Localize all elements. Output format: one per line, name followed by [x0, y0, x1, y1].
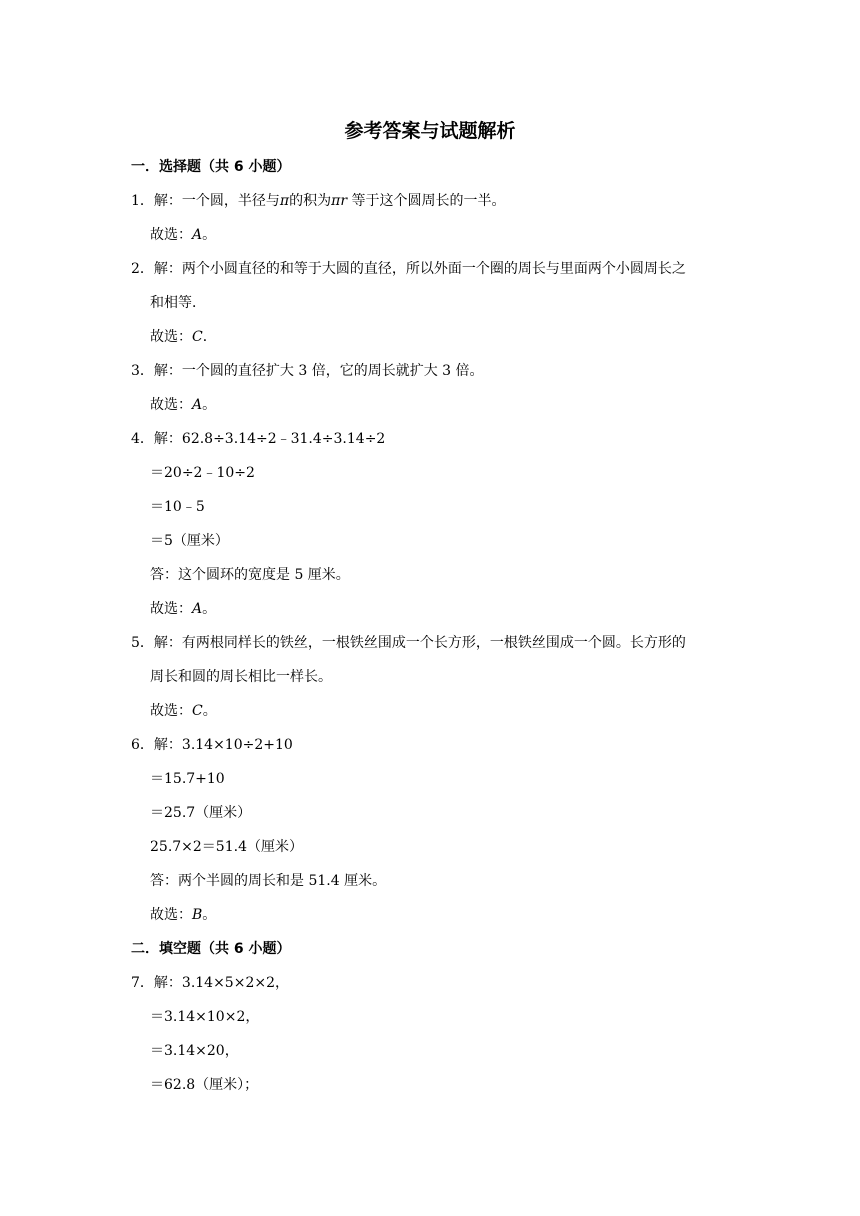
answer-7-line-2: ＝3.14×10×2，	[150, 1009, 260, 1025]
answer-4-line-2: ＝20÷2﹣10÷2	[150, 465, 255, 481]
answer-6-statement: 答：两个半圆的周长和是 51.4 厘米。	[150, 873, 387, 889]
answer-3-choice: 故选：A。	[150, 397, 217, 413]
answer-4-statement: 答：这个圆环的宽度是 5 厘米。	[150, 567, 350, 583]
answer-2-choice: 故选：C．	[150, 329, 217, 345]
answer-4-line-4: ＝5（厘米）	[150, 533, 229, 549]
answer-6-line-1: 6．解：3.14×10÷2+10	[131, 737, 293, 753]
answer-2-line-2: 和相等．	[150, 295, 206, 311]
answer-6-line-3: ＝25.7（厘米）	[150, 805, 252, 821]
answer-5-line-1: 5．解：有两根同样长的铁丝，一根铁丝围成一个长方形，一根铁丝围成一个圆。长方形的	[131, 635, 686, 651]
section-heading-fill: 二．填空题（共 6 小题）	[131, 941, 291, 957]
answer-1-choice: 故选：A。	[150, 227, 217, 243]
answer-4-line-3: ＝10﹣5	[150, 499, 205, 515]
answer-6-choice: 故选：B。	[150, 907, 217, 923]
answer-7-line-4: ＝62.8（厘米）；	[150, 1077, 259, 1093]
answer-3-line-1: 3．解：一个圆的直径扩大 3 倍，它的周长就扩大 3 倍。	[131, 363, 484, 379]
section-heading-choice: 一．选择题（共 6 小题）	[131, 159, 291, 175]
answer-7-line-3: ＝3.14×20，	[150, 1043, 239, 1059]
answer-5-line-2: 周长和圆的周长相比一样长。	[150, 669, 332, 685]
answer-4-choice: 故选：A。	[150, 601, 217, 617]
answer-1-line: 1．解：一个圆，半径与π的积为πr 等于这个圆周长的一半。	[131, 193, 506, 209]
answer-6-line-4: 25.7×2＝51.4（厘米）	[150, 839, 303, 855]
answer-2-line-1: 2．解：两个小圆直径的和等于大圆的直径，所以外面一个圈的周长与里面两个小圆周长之	[131, 261, 686, 277]
answer-5-choice: 故选：C。	[150, 703, 217, 719]
answer-6-line-2: ＝15.7+10	[150, 771, 225, 787]
answer-4-line-1: 4．解：62.8÷3.14÷2﹣31.4÷3.14÷2	[131, 431, 386, 447]
answer-7-line-1: 7．解：3.14×5×2×2，	[131, 975, 289, 991]
page-title: 参考答案与试题解析	[344, 120, 516, 142]
